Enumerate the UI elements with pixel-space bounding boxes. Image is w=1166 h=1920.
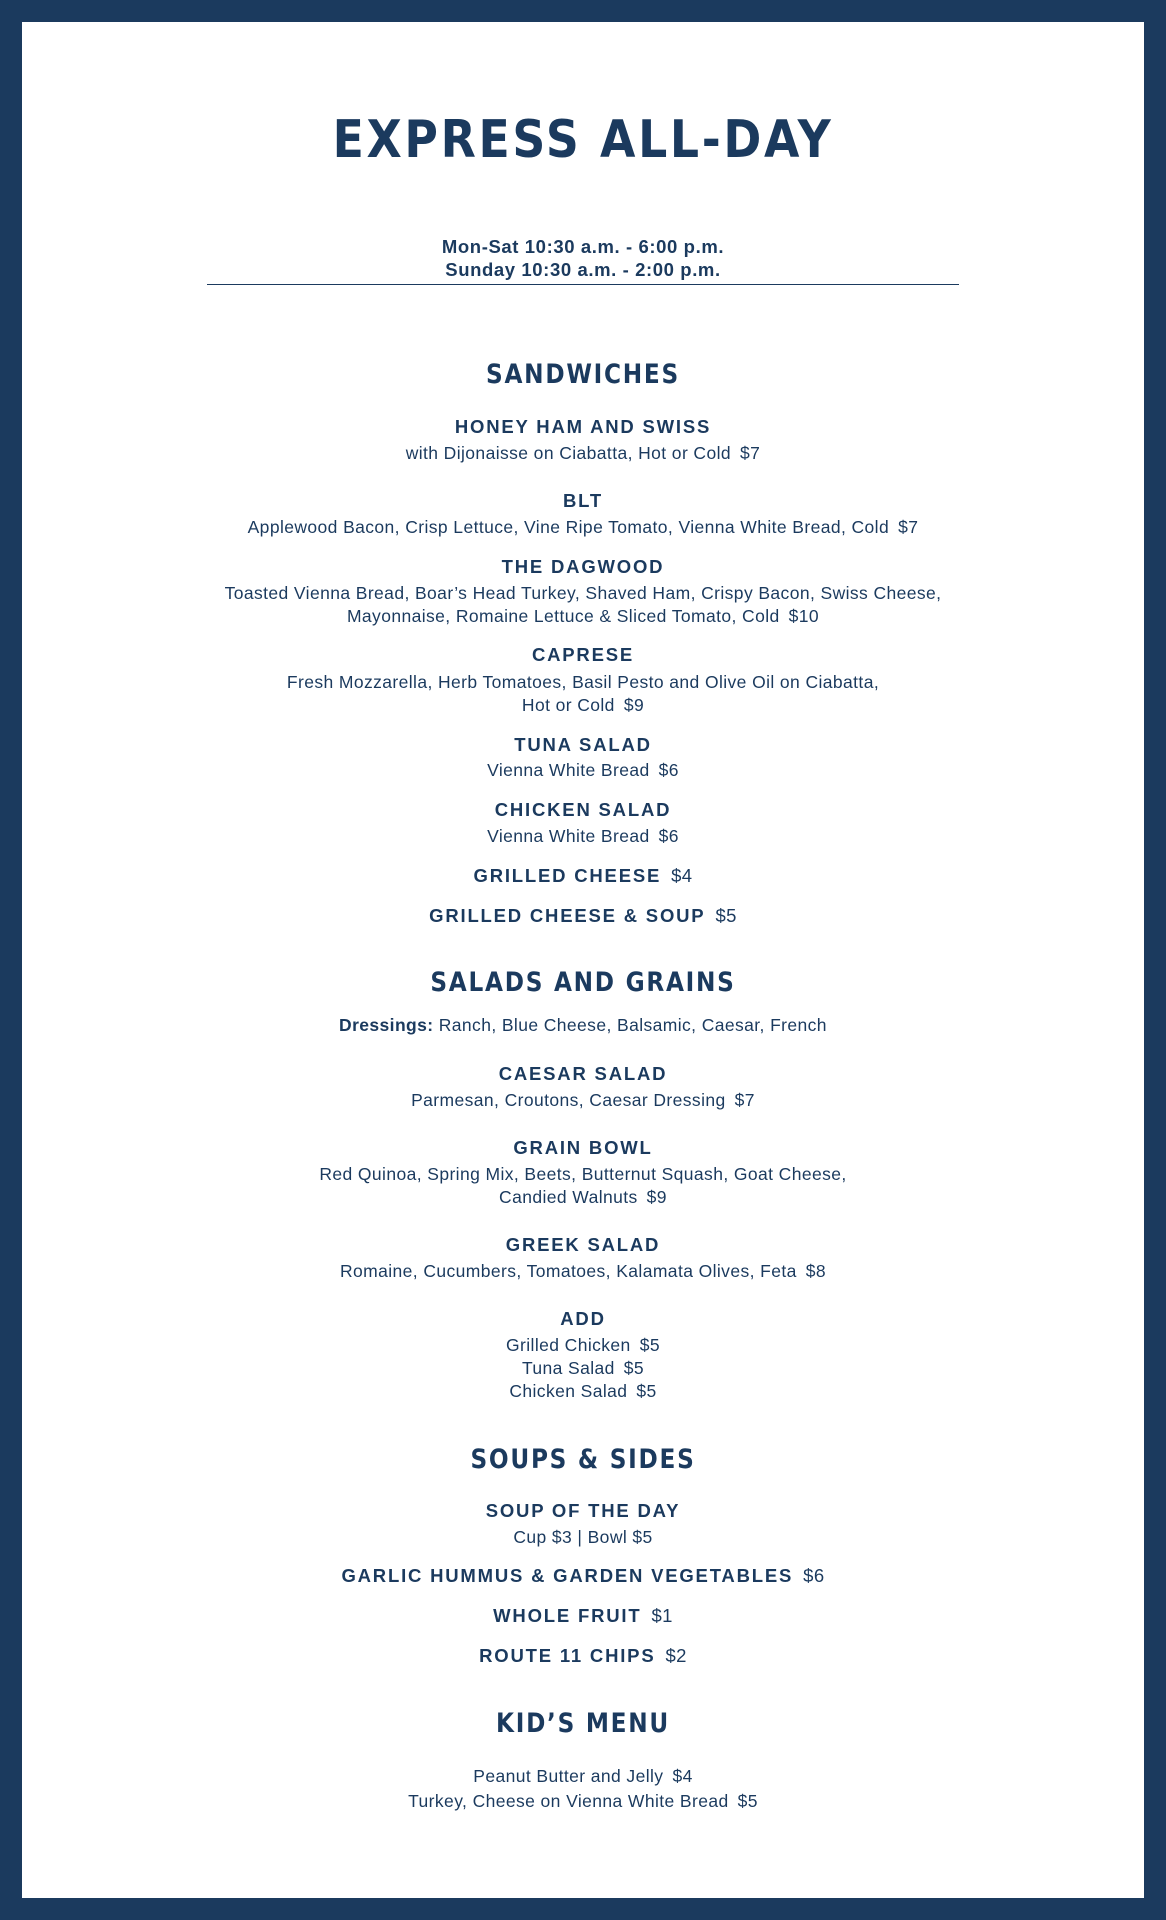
kids-item-price: $4 <box>672 1766 693 1786</box>
item-price: $8 <box>805 1261 827 1281</box>
item-desc-soup-of-the-day: Cup $3 | Bowl $5 <box>513 1527 653 1547</box>
item-route-11-chips <box>22 1645 1144 1667</box>
item-name-add: ADD <box>560 1308 606 1329</box>
item-grilled-cheese-soup <box>22 905 1144 927</box>
item-whole-fruit <box>22 1605 1144 1627</box>
item-price: $1 <box>651 1605 673 1626</box>
item-desc-text: Candied Walnuts <box>499 1187 638 1207</box>
add-option-price: $5 <box>623 1358 645 1378</box>
kids-item <box>22 1790 1144 1813</box>
item-name-honey-ham: HONEY HAM AND SWISS <box>454 416 712 437</box>
item-price: $9 <box>646 1187 667 1207</box>
item-desc-greek-salad <box>22 1260 1144 1283</box>
item-desc-text: Vienna White Bread <box>487 826 650 846</box>
item-name-text: ROUTE 11 CHIPS <box>479 1645 656 1666</box>
item-name-text: GARLIC HUMMUS & GARDEN VEGETABLES <box>341 1565 794 1586</box>
item-desc-dagwood-line2 <box>22 605 1144 628</box>
item-desc-tuna-salad <box>22 759 1144 782</box>
item-name-caesar-salad: CAESAR SALAD <box>498 1063 668 1084</box>
add-option <box>22 1380 1144 1403</box>
item-desc-honey-ham <box>22 442 1144 465</box>
item-desc-text: Parmesan, Croutons, Caesar Dressing <box>411 1090 726 1110</box>
item-name-chicken-salad: CHICKEN SALAD <box>494 799 672 820</box>
item-name-tuna-salad: TUNA SALAD <box>514 734 652 755</box>
kids-item-price: $5 <box>737 1791 758 1811</box>
add-option-price: $5 <box>639 1335 660 1355</box>
hours-weekday: Mon-Sat 10:30 a.m. - 6:00 p.m. <box>441 236 725 257</box>
dressings-list: Ranch, Blue Cheese, Balsamic, Caesar, French <box>438 1015 827 1035</box>
item-name-greek-salad: GREEK SALAD <box>505 1234 661 1255</box>
item-price: $5 <box>715 905 737 926</box>
item-desc-text: Mayonnaise, Romaine Lettuce & Sliced Tomato, Cold <box>346 606 780 626</box>
kids-item <box>22 1765 1144 1788</box>
section-heading-salads: SALADS AND GRAINS <box>430 967 736 998</box>
kids-item-label: Turkey, Cheese on Vienna White Bread <box>408 1791 729 1811</box>
item-desc-caesar-salad <box>22 1089 1144 1112</box>
item-name-caprese: CAPRESE <box>531 644 635 665</box>
item-desc-blt <box>22 516 1144 539</box>
item-price: $4 <box>671 865 693 886</box>
item-price: $2 <box>665 1645 687 1666</box>
section-heading-soups: SOUPS & SIDES <box>470 1444 696 1475</box>
item-price: $7 <box>734 1090 755 1110</box>
item-name-blt: BLT <box>563 490 603 511</box>
hours-sunday: Sunday 10:30 a.m. - 2:00 p.m. <box>445 259 721 280</box>
add-option-label: Grilled Chicken <box>506 1335 631 1355</box>
add-option <box>22 1334 1144 1357</box>
add-option-label: Chicken Salad <box>509 1381 628 1401</box>
item-desc-grain-bowl-line2 <box>22 1186 1144 1209</box>
item-desc-text: Vienna White Bread <box>487 760 650 780</box>
item-price: $6 <box>658 826 679 846</box>
add-option-label: Tuna Salad <box>521 1358 615 1378</box>
item-name-soup-of-the-day: SOUP OF THE DAY <box>485 1500 681 1521</box>
item-price: $6 <box>658 760 679 780</box>
menu-page <box>22 22 1144 1898</box>
item-desc-caprese-line2 <box>22 694 1144 717</box>
item-name-text: GRILLED CHEESE & SOUP <box>429 905 706 926</box>
item-desc-dagwood-line1: Toasted Vienna Bread, Boar’s Head Turkey, Shaved Ham, Crispy Bacon, Swiss Cheese, <box>224 583 942 603</box>
item-desc-chicken-salad <box>22 825 1144 848</box>
section-heading-kids: KID’S MENU <box>495 1708 670 1739</box>
item-garlic-hummus <box>22 1565 1144 1587</box>
item-grilled-cheese <box>22 865 1144 887</box>
section-heading-sandwiches: SANDWICHES <box>486 359 680 390</box>
item-name-text: GRILLED CHEESE <box>473 865 662 886</box>
item-desc-text: Applewood Bacon, Crisp Lettuce, Vine Ripe Tomato, Vienna White Bread, Cold <box>247 517 890 537</box>
item-name-text: WHOLE FRUIT <box>493 1605 642 1626</box>
item-desc-caprese-line1: Fresh Mozzarella, Herb Tomatoes, Basil Pesto and Olive Oil on Ciabatta, <box>286 672 880 692</box>
item-name-grain-bowl: GRAIN BOWL <box>513 1137 653 1158</box>
item-desc-text: Romaine, Cucumbers, Tomatoes, Kalamata Olives, Feta <box>339 1261 797 1281</box>
add-option-price: $5 <box>636 1381 657 1401</box>
kids-item-label: Peanut Butter and Jelly <box>473 1766 664 1786</box>
header-divider <box>207 284 959 285</box>
add-option <box>22 1357 1144 1380</box>
item-desc-text: Hot or Cold <box>521 695 615 715</box>
item-price: $10 <box>788 606 820 626</box>
dressings-label: Dressings: <box>339 1015 434 1035</box>
item-desc-grain-bowl-line1: Red Quinoa, Spring Mix, Beets, Butternut Squash, Goat Cheese, <box>319 1164 847 1184</box>
item-price: $6 <box>803 1565 825 1586</box>
menu-title: EXPRESS ALL-DAY <box>332 110 834 170</box>
item-desc-text: with Dijonaisse on Ciabatta, Hot or Cold <box>405 443 732 463</box>
item-price: $9 <box>623 695 645 715</box>
item-name-dagwood: THE DAGWOOD <box>501 556 665 577</box>
dressings-line <box>22 1014 1144 1037</box>
item-price: $7 <box>740 443 761 463</box>
item-price: $7 <box>898 517 919 537</box>
